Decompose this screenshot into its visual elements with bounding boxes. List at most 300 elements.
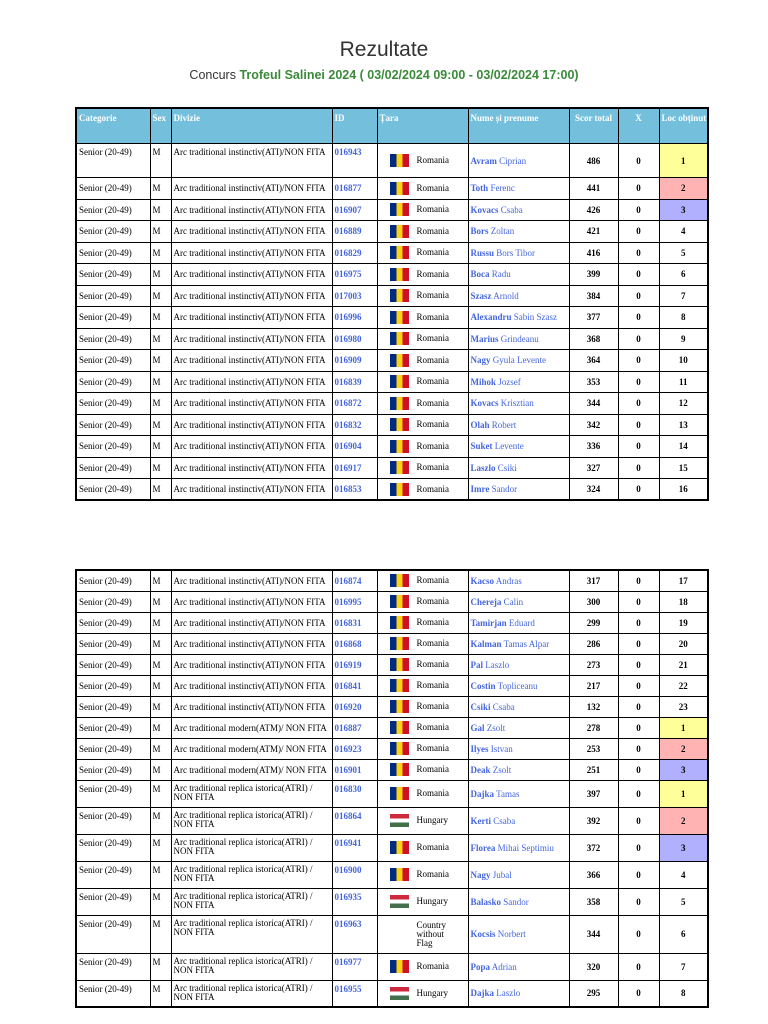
cell-tara [377, 807, 468, 834]
romania-flag-icon [390, 637, 409, 650]
table-row [76, 350, 708, 372]
country-name: Romania [416, 333, 449, 344]
country-name: Romania [416, 961, 449, 971]
country-name: Romania [416, 182, 449, 193]
athlete-id-link[interactable]: 016977 [332, 953, 377, 980]
cell-scor-total: 486 [569, 144, 618, 178]
country-name: Romania [416, 659, 449, 669]
athlete-first-name: Csiki [497, 462, 517, 473]
cell-categorie: Senior (20-49) [76, 436, 150, 458]
romania-flag-icon [390, 763, 409, 776]
cell-x: 0 [618, 696, 659, 717]
cell-x: 0 [618, 834, 659, 861]
cell-categorie: Senior (20-49) [76, 654, 150, 675]
country-name: Romania [416, 247, 449, 258]
cell-loc-obtinut: 23 [659, 696, 708, 717]
athlete-first-name: Adrian [491, 961, 517, 972]
romania-flag-icon [390, 658, 409, 671]
cell-x: 0 [618, 414, 659, 436]
cell-sex: M [150, 807, 171, 834]
cell-divizie: Arc traditional replica istorica(ATRI) / NON FITA [171, 861, 332, 888]
cell-tara [377, 861, 468, 888]
athlete-name-link[interactable] [468, 717, 569, 738]
cell-tara [377, 350, 468, 372]
cell-sex: M [150, 285, 171, 307]
table-row [76, 221, 708, 243]
header-scor[interactable]: Scor total [569, 108, 618, 144]
athlete-id-link[interactable]: 016963 [332, 915, 377, 953]
cell-scor-total: 358 [569, 888, 618, 915]
country-name: Romania [416, 842, 449, 852]
athlete-first-name: Tamas Alpar [503, 638, 550, 649]
header-tara[interactable]: Țara [377, 108, 468, 144]
athlete-name-link[interactable] [468, 980, 569, 1007]
athlete-last-name: Toth [470, 183, 489, 194]
athlete-first-name: Istvan [490, 743, 513, 754]
table-row [76, 457, 708, 479]
cell-sex: M [150, 915, 171, 953]
cell-scor-total: 324 [569, 479, 618, 501]
athlete-id-link[interactable]: 016955 [332, 980, 377, 1007]
table-row [76, 199, 708, 221]
athlete-name-link[interactable] [468, 738, 569, 759]
athlete-id-link[interactable]: 016996 [332, 307, 377, 329]
cell-categorie: Senior (20-49) [76, 759, 150, 780]
cell-loc-obtinut: 2 [659, 738, 708, 759]
athlete-name-link[interactable] [468, 953, 569, 980]
cell-loc-obtinut: 22 [659, 675, 708, 696]
athlete-id-link[interactable]: 016917 [332, 457, 377, 479]
table-row [76, 780, 708, 807]
country-name: Romania [416, 268, 449, 279]
athlete-id-link[interactable]: 016830 [332, 780, 377, 807]
table-row [76, 242, 708, 264]
cell-divizie: Arc traditional instinctiv(ATI)/NON FITA [171, 457, 332, 479]
cell-divizie: Arc traditional instinctiv(ATI)/NON FITA [171, 675, 332, 696]
cell-loc-obtinut: 5 [659, 242, 708, 264]
cell-sex: M [150, 350, 171, 372]
romania-flag-icon [390, 246, 409, 259]
cell-tara [377, 759, 468, 780]
cell-loc-obtinut: 6 [659, 915, 708, 953]
cell-x: 0 [618, 612, 659, 633]
cell-categorie: Senior (20-49) [76, 307, 150, 329]
athlete-id-link[interactable]: 016943 [332, 144, 377, 178]
cell-scor-total: 320 [569, 953, 618, 980]
romania-flag-icon [390, 182, 409, 195]
athlete-last-name: Marius [470, 333, 499, 344]
athlete-name-link[interactable] [468, 633, 569, 654]
cell-categorie: Senior (20-49) [76, 479, 150, 501]
athlete-id-link[interactable]: 016909 [332, 350, 377, 372]
event-name: Trofeul Salinei 2024 ( 03/02/2024 09:00 - 03/02/2024 17:00) [239, 68, 579, 82]
cell-tara [377, 696, 468, 717]
cell-tara [377, 738, 468, 759]
header-divizie[interactable]: Divizie [171, 108, 332, 144]
romania-flag-icon [390, 700, 409, 713]
athlete-id-link[interactable]: 016935 [332, 888, 377, 915]
cell-sex: M [150, 242, 171, 264]
cell-loc-obtinut: 5 [659, 888, 708, 915]
country-name: Romania [416, 638, 449, 648]
cell-x: 0 [618, 807, 659, 834]
cell-loc-obtinut: 20 [659, 633, 708, 654]
cell-divizie: Arc traditional replica istorica(ATRI) / NON FITA [171, 888, 332, 915]
cell-sex: M [150, 264, 171, 286]
athlete-id-link[interactable]: 016874 [332, 570, 377, 591]
country-name: Romania [416, 575, 449, 586]
athlete-last-name: Costin [470, 680, 496, 691]
athlete-first-name: Laszlo [496, 988, 521, 999]
header-sex[interactable]: Sex [150, 108, 171, 144]
athlete-first-name: Ferenc [490, 183, 515, 194]
athlete-name-link[interactable] [468, 780, 569, 807]
romania-flag-icon [390, 742, 409, 755]
table-row [76, 144, 708, 178]
cell-sex: M [150, 479, 171, 501]
athlete-name-link[interactable] [468, 199, 569, 221]
cell-loc-obtinut: 3 [659, 834, 708, 861]
table-row [76, 980, 708, 1007]
cell-tara [377, 953, 468, 980]
cell-divizie: Arc traditional modern(ATM)/ NON FITA [171, 759, 332, 780]
cell-divizie: Arc traditional instinctiv(ATI)/NON FITA [171, 591, 332, 612]
athlete-id-link[interactable]: 016829 [332, 242, 377, 264]
country-name: Country without Flag [416, 919, 447, 948]
table-header-row [76, 108, 708, 144]
athlete-last-name: Alexandru [470, 312, 512, 323]
cell-divizie: Arc traditional instinctiv(ATI)/NON FITA [171, 221, 332, 243]
cell-categorie: Senior (20-49) [76, 834, 150, 861]
cell-scor-total: 342 [569, 414, 618, 436]
romania-flag-icon [390, 461, 409, 474]
country-name: Romania [416, 701, 449, 711]
cell-tara [377, 307, 468, 329]
athlete-name-link[interactable] [468, 350, 569, 372]
romania-flag-icon [390, 721, 409, 734]
athlete-name-link[interactable] [468, 371, 569, 393]
country-name: Romania [416, 419, 449, 430]
table-row [76, 436, 708, 458]
cell-sex: M [150, 612, 171, 633]
athlete-last-name: Bors [470, 226, 489, 237]
cell-divizie: Arc traditional instinctiv(ATI)/NON FITA [171, 371, 332, 393]
cell-divizie: Arc traditional instinctiv(ATI)/NON FITA [171, 328, 332, 350]
athlete-name-link[interactable] [468, 144, 569, 178]
athlete-name-link[interactable] [468, 654, 569, 675]
cell-x: 0 [618, 393, 659, 415]
cell-tara [377, 591, 468, 612]
athlete-id-link[interactable]: 016980 [332, 328, 377, 350]
athlete-name-link[interactable] [468, 807, 569, 834]
athlete-name-link[interactable] [468, 393, 569, 415]
athlete-id-link[interactable]: 016887 [332, 717, 377, 738]
cell-loc-obtinut: 18 [659, 591, 708, 612]
cell-tara [377, 888, 468, 915]
athlete-id-link[interactable]: 016907 [332, 199, 377, 221]
athlete-id-link[interactable]: 016923 [332, 738, 377, 759]
cell-categorie: Senior (20-49) [76, 738, 150, 759]
athlete-id-link[interactable]: 016941 [332, 834, 377, 861]
table-row [76, 654, 708, 675]
cell-tara [377, 654, 468, 675]
cell-loc-obtinut: 7 [659, 953, 708, 980]
athlete-name-link[interactable] [468, 861, 569, 888]
cell-categorie: Senior (20-49) [76, 888, 150, 915]
hungary-flag-icon [390, 987, 409, 1000]
cell-scor-total: 353 [569, 371, 618, 393]
athlete-first-name: Levente [494, 441, 524, 452]
hungary-flag-icon [390, 895, 409, 908]
cell-categorie: Senior (20-49) [76, 807, 150, 834]
table-row [76, 675, 708, 696]
athlete-id-link[interactable]: 016868 [332, 633, 377, 654]
country-name: Romania [416, 743, 449, 753]
country-name: Romania [416, 764, 449, 774]
country-name: Romania [416, 462, 449, 473]
athlete-id-link[interactable]: 016901 [332, 759, 377, 780]
athlete-name-link[interactable] [468, 307, 569, 329]
athlete-name-link[interactable] [468, 264, 569, 286]
country-name: Romania [416, 869, 449, 879]
cell-sex: M [150, 328, 171, 350]
cell-categorie: Senior (20-49) [76, 221, 150, 243]
athlete-name-link[interactable] [468, 436, 569, 458]
cell-divizie: Arc traditional instinctiv(ATI)/NON FITA [171, 242, 332, 264]
athlete-last-name: Kacso [470, 575, 494, 586]
country-name: Romania [416, 155, 449, 165]
romania-flag-icon [390, 332, 409, 345]
cell-scor-total: 426 [569, 199, 618, 221]
country-name: Hungary [416, 896, 448, 906]
cell-divizie: Arc traditional instinctiv(ATI)/NON FITA [171, 285, 332, 307]
cell-scor-total: 217 [569, 675, 618, 696]
cell-scor-total: 441 [569, 178, 618, 200]
cell-categorie: Senior (20-49) [76, 414, 150, 436]
cell-loc-obtinut: 19 [659, 612, 708, 633]
cell-scor-total: 416 [569, 242, 618, 264]
athlete-last-name: Kovacs [470, 204, 499, 215]
cell-divizie: Arc traditional replica istorica(ATRI) / NON FITA [171, 953, 332, 980]
cell-x: 0 [618, 591, 659, 612]
table-row [76, 953, 708, 980]
table-row [76, 888, 708, 915]
athlete-name-link[interactable] [468, 414, 569, 436]
cell-scor-total: 399 [569, 264, 618, 286]
header-categorie[interactable]: Categorie [76, 108, 150, 144]
cell-categorie: Senior (20-49) [76, 457, 150, 479]
athlete-name-link[interactable] [468, 696, 569, 717]
athlete-first-name: Ciprian [499, 155, 527, 166]
athlete-last-name: Olah [470, 419, 490, 430]
athlete-id-link[interactable]: 016864 [332, 807, 377, 834]
athlete-name-link[interactable] [468, 570, 569, 591]
cell-sex: M [150, 759, 171, 780]
athlete-id-link[interactable]: 016904 [332, 436, 377, 458]
athlete-id-link[interactable]: 016920 [332, 696, 377, 717]
cell-scor-total: 132 [569, 696, 618, 717]
athlete-name-link[interactable] [468, 675, 569, 696]
athlete-id-link[interactable]: 016919 [332, 654, 377, 675]
athlete-last-name: Kovacs [470, 398, 499, 409]
athlete-name-link[interactable] [468, 834, 569, 861]
country-name: Romania [416, 722, 449, 732]
athlete-first-name: Calin [503, 596, 524, 607]
athlete-name-link[interactable] [468, 285, 569, 307]
athlete-id-link[interactable]: 016832 [332, 414, 377, 436]
cell-categorie: Senior (20-49) [76, 264, 150, 286]
athlete-last-name: Kocsis [470, 929, 496, 939]
table-row [76, 633, 708, 654]
table-row [76, 479, 708, 501]
cell-scor-total: 421 [569, 221, 618, 243]
cell-x: 0 [618, 242, 659, 264]
athlete-id-link[interactable]: 016853 [332, 479, 377, 501]
cell-tara [377, 264, 468, 286]
cell-loc-obtinut: 1 [659, 717, 708, 738]
cell-categorie: Senior (20-49) [76, 953, 150, 980]
cell-categorie: Senior (20-49) [76, 675, 150, 696]
cell-loc-obtinut: 4 [659, 221, 708, 243]
cell-categorie: Senior (20-49) [76, 328, 150, 350]
country-name: Romania [416, 483, 449, 494]
cell-tara [377, 393, 468, 415]
romania-flag-icon [390, 311, 409, 324]
athlete-id-link[interactable]: 016872 [332, 393, 377, 415]
no-flag-icon [390, 928, 409, 941]
athlete-name-link[interactable] [468, 612, 569, 633]
cell-divizie: Arc traditional instinctiv(ATI)/NON FITA [171, 307, 332, 329]
cell-categorie: Senior (20-49) [76, 144, 150, 178]
cell-x: 0 [618, 328, 659, 350]
cell-loc-obtinut: 16 [659, 479, 708, 501]
cell-divizie: Arc traditional instinctiv(ATI)/NON FITA [171, 178, 332, 200]
athlete-name-link[interactable] [468, 888, 569, 915]
romania-flag-icon [390, 397, 409, 410]
romania-flag-icon [390, 960, 409, 973]
cell-divizie: Arc traditional modern(ATM)/ NON FITA [171, 738, 332, 759]
athlete-name-link[interactable] [468, 221, 569, 243]
athlete-first-name: Csaba [492, 701, 515, 712]
athlete-id-link[interactable]: 016900 [332, 861, 377, 888]
athlete-first-name: Gyula Levente [492, 355, 546, 366]
cell-divizie: Arc traditional instinctiv(ATI)/NON FITA [171, 436, 332, 458]
athlete-first-name: Laszlo [485, 659, 510, 670]
athlete-id-link[interactable]: 016995 [332, 591, 377, 612]
athlete-first-name: Robert [491, 419, 517, 430]
athlete-first-name: Andras [495, 575, 522, 586]
athlete-name-link[interactable] [468, 328, 569, 350]
athlete-first-name: Norbert [497, 929, 526, 939]
athlete-id-link[interactable]: 016889 [332, 221, 377, 243]
athlete-name-link[interactable] [468, 591, 569, 612]
athlete-name-link[interactable] [468, 915, 569, 953]
cell-x: 0 [618, 759, 659, 780]
header-id[interactable]: ID [332, 108, 377, 144]
athlete-first-name: Eduard [508, 617, 535, 628]
header-loc[interactable]: Loc obținut [659, 108, 708, 144]
cell-x: 0 [618, 780, 659, 807]
cell-tara [377, 178, 468, 200]
athlete-name-link[interactable] [468, 759, 569, 780]
athlete-id-link[interactable]: 016831 [332, 612, 377, 633]
table-row [76, 834, 708, 861]
cell-scor-total: 392 [569, 807, 618, 834]
romania-flag-icon [390, 375, 409, 388]
cell-scor-total: 278 [569, 717, 618, 738]
table-row [76, 861, 708, 888]
cell-loc-obtinut: 1 [659, 144, 708, 178]
cell-tara [377, 834, 468, 861]
cell-x: 0 [618, 861, 659, 888]
table-row [76, 414, 708, 436]
cell-sex: M [150, 199, 171, 221]
athlete-id-link[interactable]: 016841 [332, 675, 377, 696]
cell-sex: M [150, 570, 171, 591]
cell-sex: M [150, 953, 171, 980]
romania-flag-icon [390, 616, 409, 629]
cell-loc-obtinut: 10 [659, 350, 708, 372]
athlete-last-name: Kerti [470, 815, 491, 826]
cell-tara [377, 199, 468, 221]
cell-loc-obtinut: 13 [659, 414, 708, 436]
country-name: Romania [416, 290, 449, 301]
country-name: Romania [416, 225, 449, 236]
header-nume[interactable]: Nume și prenume [468, 108, 569, 144]
cell-sex: M [150, 144, 171, 178]
athlete-id-link[interactable]: 016975 [332, 264, 377, 286]
cell-x: 0 [618, 915, 659, 953]
cell-sex: M [150, 980, 171, 1007]
athlete-name-link[interactable] [468, 479, 569, 501]
cell-x: 0 [618, 221, 659, 243]
country-name: Romania [416, 788, 449, 798]
cell-x: 0 [618, 675, 659, 696]
athlete-last-name: Ilyes [470, 743, 489, 754]
cell-divizie: Arc traditional instinctiv(ATI)/NON FITA [171, 393, 332, 415]
romania-flag-icon [390, 203, 409, 216]
cell-sex: M [150, 457, 171, 479]
cell-categorie: Senior (20-49) [76, 780, 150, 807]
athlete-id-link[interactable]: 016839 [332, 371, 377, 393]
athlete-name-link[interactable] [468, 242, 569, 264]
cell-tara [377, 285, 468, 307]
country-name: Romania [416, 354, 449, 365]
cell-divizie: Arc traditional instinctiv(ATI)/NON FITA [171, 264, 332, 286]
cell-x: 0 [618, 350, 659, 372]
cell-sex: M [150, 654, 171, 675]
table-row [76, 285, 708, 307]
athlete-name-link[interactable] [468, 178, 569, 200]
cell-divizie: Arc traditional instinctiv(ATI)/NON FITA [171, 612, 332, 633]
table-row [76, 738, 708, 759]
athlete-id-link[interactable]: 016877 [332, 178, 377, 200]
athlete-last-name: Laszlo [470, 462, 496, 473]
cell-tara [377, 371, 468, 393]
cell-scor-total: 372 [569, 834, 618, 861]
cell-sex: M [150, 371, 171, 393]
cell-x: 0 [618, 436, 659, 458]
cell-tara [377, 675, 468, 696]
cell-loc-obtinut: 2 [659, 178, 708, 200]
cell-categorie: Senior (20-49) [76, 350, 150, 372]
cell-scor-total: 368 [569, 328, 618, 350]
athlete-id-link[interactable]: 017003 [332, 285, 377, 307]
cell-x: 0 [618, 371, 659, 393]
athlete-name-link[interactable] [468, 457, 569, 479]
header-x[interactable]: X [618, 108, 659, 144]
cell-tara [377, 221, 468, 243]
